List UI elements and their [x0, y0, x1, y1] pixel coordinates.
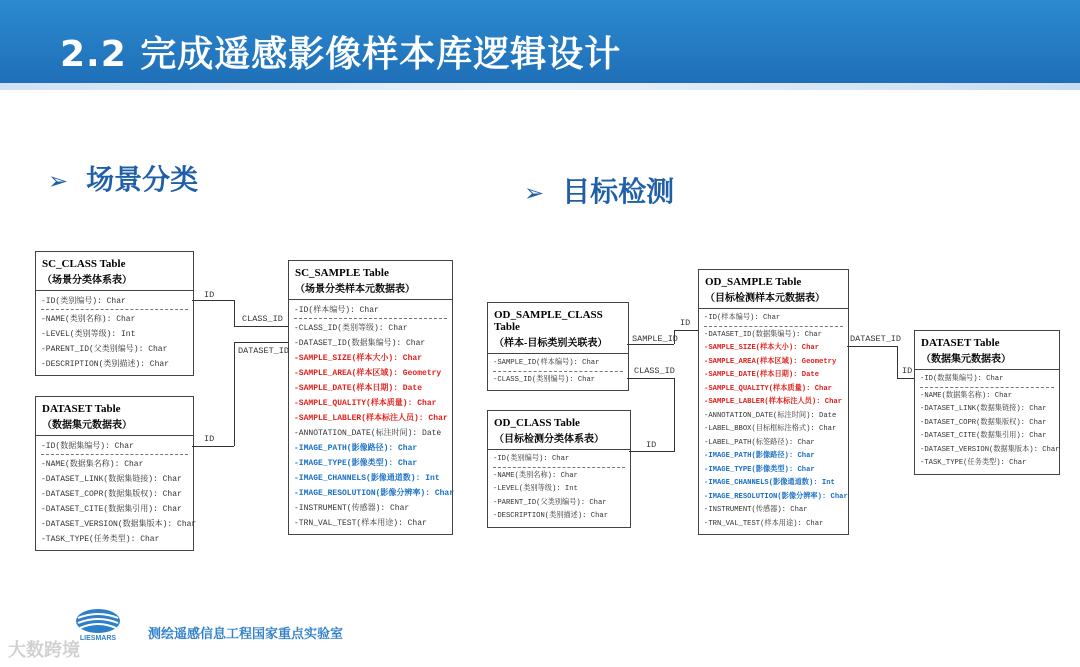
connector-label: ID: [902, 366, 913, 376]
table-field: -PARENT_ID(父类别编号): Char: [41, 345, 168, 354]
table-field: -IMAGE_TYPE(影像类型): Char: [294, 459, 418, 468]
table-field: -DESCRIPTION(类别描述): Char: [493, 512, 609, 520]
table-field: -LABEL_BBOX(目标框标注格式): Char: [704, 425, 837, 433]
table-od-sample: [698, 269, 849, 535]
connector-label: ID: [680, 318, 691, 328]
connector-label: ID: [204, 434, 215, 444]
connector-line: [234, 342, 288, 343]
table-field: -SAMPLE_DATE(样本日期): Date: [704, 371, 820, 379]
table-field: -ID(类别编号): Char: [493, 453, 625, 468]
connector-line: [192, 446, 234, 447]
table-header: [488, 303, 628, 354]
table-field: -SAMPLE_DATE(样本日期): Date: [294, 384, 423, 393]
table-fields: [915, 370, 1059, 474]
connector-line: [674, 378, 675, 451]
table-dataset-left: [35, 396, 197, 551]
table-field: -IMAGE_PATH(影像路径): Char: [294, 444, 418, 453]
table-name: SC_CLASS Table: [42, 258, 126, 270]
connector-label: CLASS_ID: [242, 314, 283, 324]
table-field: -TASK_TYPE(任务类型): Char: [920, 459, 1027, 467]
table-field: -DATASET_LINK(数据集链接): Char: [41, 475, 182, 484]
connector-line: [627, 344, 674, 345]
connector-line: [897, 378, 914, 379]
table-field: -IMAGE_CHANNELS(影像通道数): Int: [294, 474, 440, 483]
table-field: -DESCRIPTION(类别描述): Char: [41, 360, 170, 369]
table-field: -DATASET_CITE(数据集引用): Char: [41, 505, 182, 514]
table-name: OD_SAMPLE_CLASS Table: [494, 309, 603, 333]
table-field: -TRN_VAL_TEST(样本用途): Char: [294, 519, 427, 528]
table-field: -CLASS_ID(类别等级): Char: [294, 324, 408, 333]
connector-line: [897, 346, 898, 378]
table-field: -SAMPLE_ID(样本编号): Char: [493, 357, 623, 372]
connector-line: [234, 300, 235, 326]
table-field: -DATASET_COPR(数据集版权): Char: [920, 418, 1047, 427]
section-object-detection: [524, 170, 674, 210]
table-subtitle: （场景分类样本元数据表）: [295, 284, 415, 295]
table-field: -NAME(数据集名称): Char: [920, 391, 1013, 400]
table-field: -SAMPLE_LABLER(样本标注人员): Char: [294, 414, 448, 423]
lab-name: 测绘遥感信息工程国家重点实验室: [148, 627, 344, 642]
table-subtitle: （数据集元数据表）: [921, 354, 1011, 365]
connector-line: [629, 451, 675, 452]
table-field: -ANNOTATION_DATE(标注时间): Date: [704, 411, 837, 420]
table-subtitle: （目标检测样本元数据表）: [705, 293, 825, 304]
table-field: -SAMPLE_AREA(样本区域): Geometry: [704, 357, 837, 366]
connector-label: ID: [204, 290, 215, 300]
table-field: -IMAGE_TYPE(影像类型): Char: [704, 465, 815, 474]
table-header: [488, 411, 630, 450]
table-fields: [699, 309, 848, 534]
connector-label: DATASET_ID: [850, 334, 902, 344]
table-sc-class: [35, 251, 194, 376]
table-field: -TRN_VAL_TEST(样本用途): Char: [704, 519, 824, 528]
connector-label: ID: [646, 440, 657, 450]
table-fields: [36, 291, 193, 375]
table-field: -TASK_TYPE(任务类型): Char: [41, 535, 160, 544]
connector-line: [674, 330, 698, 331]
table-field: -INSTRUMENT(传感器): Char: [704, 506, 808, 514]
table-name: DATASET Table: [42, 403, 121, 415]
table-field: -ID(数据集编号): Char: [920, 373, 1054, 388]
table-header: [36, 397, 193, 436]
slide-title: 2.2 完成遥感影像样本库逻辑设计: [60, 34, 622, 75]
table-field: -DATASET_VERSION(数据集版本): Char: [920, 445, 1060, 454]
logo-text: LIESMARS: [79, 635, 117, 642]
table-field: -SAMPLE_QUALITY(样本质量): Char: [294, 399, 437, 408]
table-field: -DATASET_VERSION(数据集版本): Char: [41, 520, 197, 529]
table-field: -SAMPLE_QUALITY(样本质量): Char: [704, 384, 832, 393]
table-field: -ANNOTATION_DATE(标注时间): Date: [294, 429, 442, 438]
connector-label: DATASET_ID: [238, 346, 290, 356]
table-field: -NAME(数据集名称): Char: [41, 460, 144, 469]
section-label: 目标检测: [562, 175, 675, 208]
table-header: [699, 270, 848, 309]
table-fields: [289, 300, 455, 534]
table-dataset-right: [914, 330, 1060, 475]
table-field: -PARENT_ID(父类别编号): Char: [493, 498, 607, 507]
table-name: OD_SAMPLE Table: [705, 276, 802, 288]
table-field: -LEVEL(类别等级): Int: [41, 330, 136, 339]
table-field: -SAMPLE_AREA(样本区域): Geometry: [294, 369, 442, 378]
connector-line: [234, 342, 235, 446]
table-field: -ID(数据集编号): Char: [41, 439, 188, 455]
table-name: OD_CLASS Table: [494, 417, 580, 429]
table-name: DATASET Table: [921, 337, 1000, 349]
table-field: -ID(样本编号): Char: [704, 312, 843, 327]
table-name: SC_SAMPLE Table: [295, 267, 389, 279]
connector-label: CLASS_ID: [634, 366, 675, 376]
table-od-sample-class: [487, 302, 629, 391]
connector-line: [192, 300, 234, 301]
section-label: 场景分类: [86, 163, 199, 196]
table-od-class: [487, 410, 631, 528]
table-sc-sample: [288, 260, 453, 535]
table-field: -CLASS_ID(类别编号): Char: [493, 375, 596, 384]
section-scene-classification: [48, 158, 198, 198]
connector-line: [234, 326, 288, 327]
table-fields: [36, 436, 197, 550]
table-field: -IMAGE_PATH(影像路径): Char: [704, 452, 815, 460]
table-field: -DATASET_LINK(数据集链接): Char: [920, 405, 1047, 413]
table-field: -ID(类别编号): Char: [41, 294, 188, 310]
table-subtitle: （数据集元数据表）: [42, 420, 132, 431]
table-field: -NAME(类别名称): Char: [41, 315, 136, 324]
table-header: [36, 252, 193, 291]
title-bar-stripe: [0, 83, 1080, 90]
table-header: [915, 331, 1059, 370]
table-field: -DATASET_ID(数据集编号): Char: [704, 330, 822, 339]
table-field: -DATASET_COPR(数据集版权): Char: [41, 490, 182, 499]
table-subtitle: （场景分类体系表）: [42, 275, 132, 286]
table-field: -IMAGE_CHANNELS(影像通道数): Int: [704, 479, 835, 487]
table-field: -IMAGE_RESOLUTION(影像分辨率): Char: [294, 489, 455, 498]
table-subtitle: （样本-目标类别关联表）: [494, 338, 608, 349]
table-field: -IMAGE_RESOLUTION(影像分辨率): Char: [704, 492, 848, 501]
table-field: -SAMPLE_LABLER(样本标注人员): Char: [704, 398, 843, 406]
table-field: -SAMPLE_SIZE(样本大小): Char: [704, 344, 820, 352]
table-field: -NAME(类别名称): Char: [493, 471, 578, 480]
connector-label: SAMPLE_ID: [632, 334, 678, 344]
table-fields: [488, 450, 630, 527]
table-field: -INSTRUMENT(传感器): Char: [294, 504, 410, 513]
table-field: -LABEL_PATH(标签路径): Char: [704, 438, 815, 447]
table-field: -DATASET_ID(数据集编号): Char: [294, 339, 426, 348]
table-field: -SAMPLE_SIZE(样本大小): Char: [294, 354, 423, 363]
watermark: 大数跨境: [8, 640, 80, 661]
connector-line: [627, 378, 674, 379]
table-field: -ID(样本编号): Char: [294, 303, 447, 319]
table-field: -DATASET_CITE(数据集引用): Char: [920, 432, 1047, 440]
table-fields: [488, 354, 628, 390]
arrow-bullet-icon: ➢: [524, 179, 545, 207]
arrow-bullet-icon: ➢: [48, 167, 69, 195]
connector-line: [847, 346, 897, 347]
table-header: [289, 261, 452, 300]
table-subtitle: （目标检测分类体系表）: [494, 434, 604, 445]
table-field: -LEVEL(类别等级): Int: [493, 485, 578, 493]
